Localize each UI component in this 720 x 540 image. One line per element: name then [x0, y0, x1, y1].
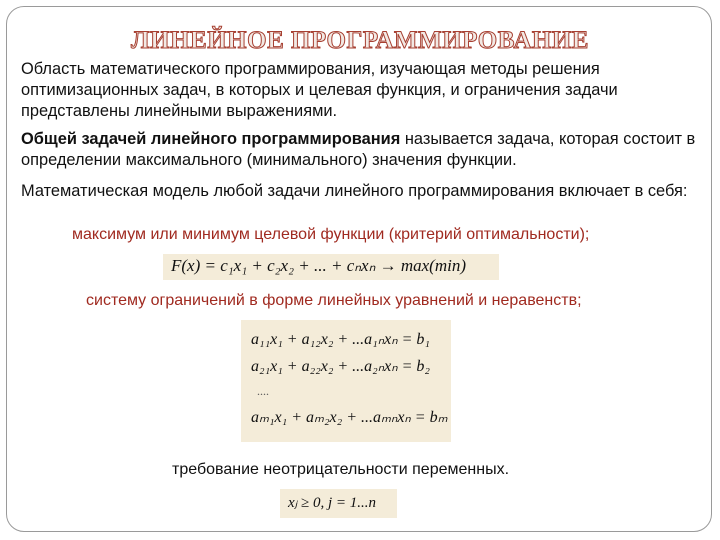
objective-formula: F(x) = c₁x₁ + c₂x₂ + ... + cₙxₙ → max(min) [163, 254, 499, 280]
constraints-item: систему ограничений в форме линейных уравнений и неравенств; [86, 292, 582, 309]
slide-title: ЛИНЕЙНОЕ ПРОГРАММИРОВАНИЕ [131, 27, 589, 54]
objective-function-item: максимум или минимум целевой функции (критерий оптимальности); [72, 226, 590, 243]
general-task-text: называется задача, которая состоит в определении максимального (минимального) значения функции. [21, 130, 696, 169]
constraint-row: aₘ₁x₁ + aₘ₂x₂ + ...aₘₙxₙ = bₘ [251, 409, 448, 426]
nonnegativity-item: требование неотрицательности переменных. [172, 461, 510, 478]
nonnegativity-formula: xⱼ ≥ 0, j = 1...n [280, 489, 397, 518]
definition-paragraph: Область математического программирования, изучающая методы решения оптимизационных задач, в которых и целевая функция, и ограничения задачи представлены линейными выражениями. [21, 60, 618, 120]
constraint-row: a₂₁x₁ + a₂₂x₂ + ...a₂ₙxₙ = b₂ [251, 358, 430, 375]
constraint-row: a₁₁x₁ + a₁₂x₂ + ...a₁ₙxₙ = b₁ [251, 331, 430, 348]
general-task-paragraph [21, 129, 701, 171]
model-intro-paragraph: Математическая модель любой задачи линейного программирования включает в себя: [21, 182, 688, 200]
constraints-formula [241, 320, 451, 442]
constraint-ellipsis: .... [257, 384, 269, 398]
general-task-term: Общей задачей линейного программирования [21, 130, 401, 148]
